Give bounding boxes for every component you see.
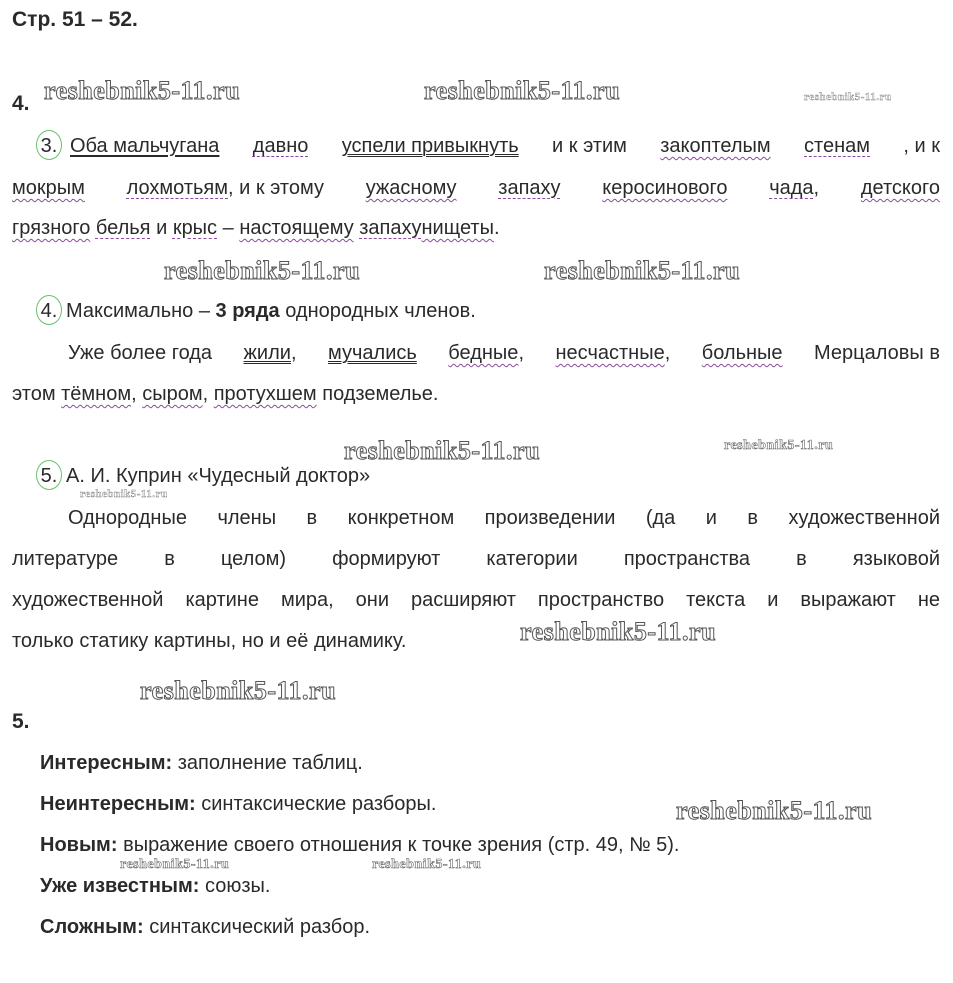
item-text: выражение своего отношения к точке зрения (стр. 49, № 5).	[123, 834, 680, 856]
task-5-item-difficult	[40, 914, 370, 940]
item-3-text-line-2	[12, 175, 940, 201]
watermark: reshebnik5-11.ru	[164, 256, 361, 285]
attribute-word: настоящему	[239, 217, 354, 239]
attribute-word: грязного	[12, 217, 91, 239]
plain-text: ,	[813, 177, 820, 199]
predicate-words: успели привыкнуть	[341, 135, 519, 157]
item-5-para-line-2: литературе в целом) формируют категории пространства в языковой	[12, 548, 940, 570]
watermark: reshebnik5-11.ru	[676, 796, 873, 825]
object-word: крыс	[172, 217, 218, 239]
watermark: reshebnik5-11.ru	[120, 857, 230, 872]
plain-text: Уже более года	[68, 342, 213, 364]
object-word: чада	[769, 177, 814, 199]
item-4-line-2	[12, 381, 438, 407]
item-label: Уже известным:	[40, 875, 200, 897]
predicate-word: жили	[243, 342, 291, 364]
object-word: белья	[95, 217, 151, 239]
item-text: синтаксический разбор.	[149, 916, 371, 938]
page-header: Стр. 51 – 52.	[12, 8, 138, 31]
item-5-title	[36, 460, 370, 490]
item-4-intro	[36, 295, 476, 325]
adverb-word: давно	[252, 135, 309, 157]
item-5-para-line-1	[68, 505, 940, 531]
object-word: стенам	[804, 135, 871, 157]
item-3-text-line-3	[12, 215, 500, 241]
plain-text: , и к этому	[228, 177, 324, 199]
bold-count: 3 ряда	[215, 300, 280, 322]
work-title: А. И. Куприн «Чудесный доктор»	[66, 465, 371, 487]
task-5-item-interesting	[40, 750, 363, 776]
plain-text: подземелье.	[322, 383, 439, 405]
item-5-para-line-4: только статику картины, но и её динамику.	[12, 630, 407, 652]
plain-text: однородных членов.	[285, 300, 476, 322]
watermark: reshebnik5-11.ru	[344, 436, 541, 465]
plain-text: Максимально –	[66, 300, 210, 322]
attribute-word: больные	[701, 342, 783, 364]
watermark: reshebnik5-11.ru	[804, 91, 892, 103]
plain-text: –	[222, 217, 234, 239]
task-5-item-new	[40, 832, 679, 858]
object-word: запаху	[498, 177, 561, 199]
item-5-marker: 5.	[36, 460, 62, 490]
plain-text: .	[493, 217, 500, 239]
plain-text: Мерцаловы в	[814, 342, 940, 364]
attribute-word: несчастные	[555, 342, 665, 364]
item-text: синтаксические разборы.	[201, 793, 437, 815]
plain-text: ,	[290, 342, 297, 364]
subject-words: Оба мальчугана	[70, 135, 220, 157]
watermark: reshebnik5-11.ru	[724, 438, 834, 453]
attribute-word: бедные	[448, 342, 519, 364]
object-word: лохмотьям	[126, 177, 228, 199]
watermark: reshebnik5-11.ru	[424, 76, 621, 105]
predicate-word: мучались	[328, 342, 417, 364]
item-4-marker: 4.	[36, 295, 62, 325]
watermark: reshebnik5-11.ru	[140, 676, 337, 705]
item-4-line-1	[68, 340, 940, 366]
attribute-word: закоптелым	[660, 135, 771, 157]
plain-text: этом	[12, 383, 56, 405]
item-text: союзы.	[205, 875, 271, 897]
task-5-item-uninteresting	[40, 791, 436, 817]
attribute-word: протухшем	[213, 383, 317, 405]
item-3-text-line-1	[70, 133, 940, 159]
watermark: reshebnik5-11.ru	[80, 488, 168, 500]
plain-text: и	[156, 217, 168, 239]
item-label: Сложным:	[40, 916, 144, 938]
plain-text: , и к	[903, 135, 940, 157]
attribute-word: тёмном	[61, 383, 132, 405]
plain-text: ,	[202, 383, 209, 405]
task-5-number: 5.	[12, 710, 30, 733]
item-label: Интересным:	[40, 752, 173, 774]
item-5-para-line-3: художественной картине мира, они расширяют пространство текста и выражают не	[12, 589, 940, 611]
watermark: reshebnik5-11.ru	[44, 76, 241, 105]
plain-text: ,	[664, 342, 671, 364]
paragraph-line: Однородные члены в конкретном произведении (да и в художественной	[68, 507, 940, 529]
watermark: reshebnik5-11.ru	[544, 256, 741, 285]
attribute-word: керосинового	[602, 177, 728, 199]
item-3-line-1	[36, 130, 66, 160]
object-word: запаху	[359, 217, 422, 239]
item-3-marker: 3.	[36, 130, 62, 160]
watermark: reshebnik5-11.ru	[520, 617, 717, 646]
task-5-item-known	[40, 873, 270, 899]
attribute-word: сыром	[142, 383, 203, 405]
item-label: Неинтересным:	[40, 793, 196, 815]
item-text: заполнение таблиц.	[177, 752, 363, 774]
plain-text: ,	[518, 342, 524, 364]
plain-text: ,	[131, 383, 137, 405]
watermark: reshebnik5-11.ru	[372, 857, 482, 872]
attribute-word: детского	[860, 177, 940, 199]
plain-text: и к этим	[552, 135, 627, 157]
item-label: Новым:	[40, 834, 118, 856]
attribute-word: нищеты	[421, 217, 494, 239]
task-4-number: 4.	[12, 92, 30, 115]
attribute-word: мокрым	[12, 177, 85, 199]
attribute-word: ужасному	[365, 177, 457, 199]
